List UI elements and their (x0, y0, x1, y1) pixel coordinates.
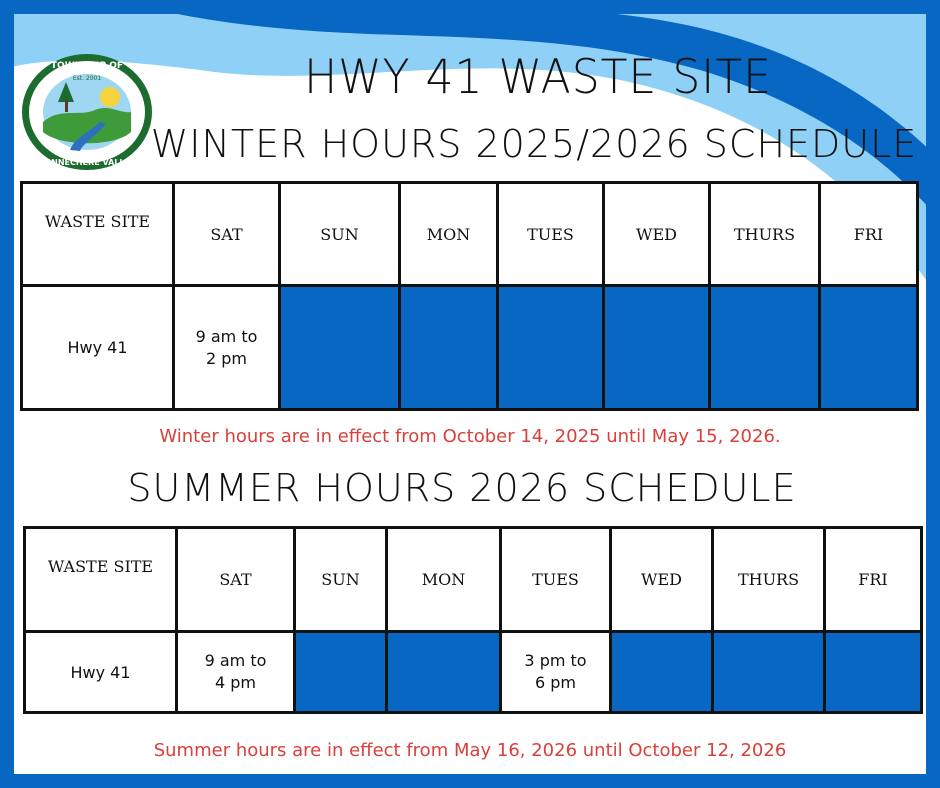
tues-hours (501, 632, 611, 713)
header-fri: FRI (825, 528, 922, 632)
winter-schedule-table (20, 181, 919, 411)
sat-hours (177, 632, 295, 713)
closed-cell-wed (604, 286, 710, 410)
header-waste-site: WASTE SITE (25, 528, 177, 632)
closed-cell-fri (825, 632, 922, 713)
header-wed: WED (604, 183, 710, 286)
closed-cell-thurs (713, 632, 825, 713)
logo-text-bottom: BONNECHERE VALLEY (38, 158, 136, 167)
table-header-row (22, 183, 918, 286)
closed-cell-sun (280, 286, 400, 410)
winter-heading: WINTER HOURS 2025/2026 SCHEDULE (150, 122, 918, 166)
sat-hours-line2: 4 pm (214, 673, 256, 692)
header-mon: MON (387, 528, 501, 632)
closed-cell-thurs (710, 286, 820, 410)
header-fri: FRI (820, 183, 918, 286)
closed-cell-mon (387, 632, 501, 713)
header-mon: MON (400, 183, 498, 286)
header-sat: SAT (177, 528, 295, 632)
header-sun: SUN (280, 183, 400, 286)
sat-hours-line1: 9 am to (204, 651, 267, 670)
header-tues: TUES (498, 183, 604, 286)
header-sun: SUN (295, 528, 387, 632)
logo-text-top: TOWNSHIP OF (50, 61, 124, 71)
page-title: HWY 41 WASTE SITE (304, 49, 772, 106)
winter-note: Winter hours are in effect from October 14, 2025 until May 15, 2026. (159, 426, 781, 447)
closed-cell-fri (820, 286, 918, 410)
sat-hours-line2: 2 pm (205, 348, 247, 368)
summer-schedule-table (23, 526, 923, 714)
closed-cell-sun (295, 632, 387, 713)
tues-hours-line1: 3 pm to (524, 651, 587, 670)
logo-est: Est. 2001 (72, 75, 102, 82)
header-wed: WED (611, 528, 713, 632)
header-thurs: THURS (713, 528, 825, 632)
sat-hours (174, 286, 280, 410)
tues-hours-line2: 6 pm (534, 673, 576, 692)
closed-cell-tues (498, 286, 604, 410)
summer-note: Summer hours are in effect from May 16, 2026 until October 12, 2026 (153, 740, 787, 761)
header-tues: TUES (501, 528, 611, 632)
table-header-row (25, 528, 922, 632)
closed-cell-mon (400, 286, 498, 410)
sat-hours-line1: 9 am to (195, 326, 258, 346)
site-name: Hwy 41 (25, 632, 177, 713)
site-name: Hwy 41 (22, 286, 174, 410)
table-row (25, 632, 922, 713)
header-sat: SAT (174, 183, 280, 286)
closed-cell-wed (611, 632, 713, 713)
table-row (22, 286, 918, 410)
header-waste-site: WASTE SITE (22, 183, 174, 286)
summer-heading: SUMMER HOURS 2026 SCHEDULE (127, 466, 797, 510)
header-thurs: THURS (710, 183, 820, 286)
